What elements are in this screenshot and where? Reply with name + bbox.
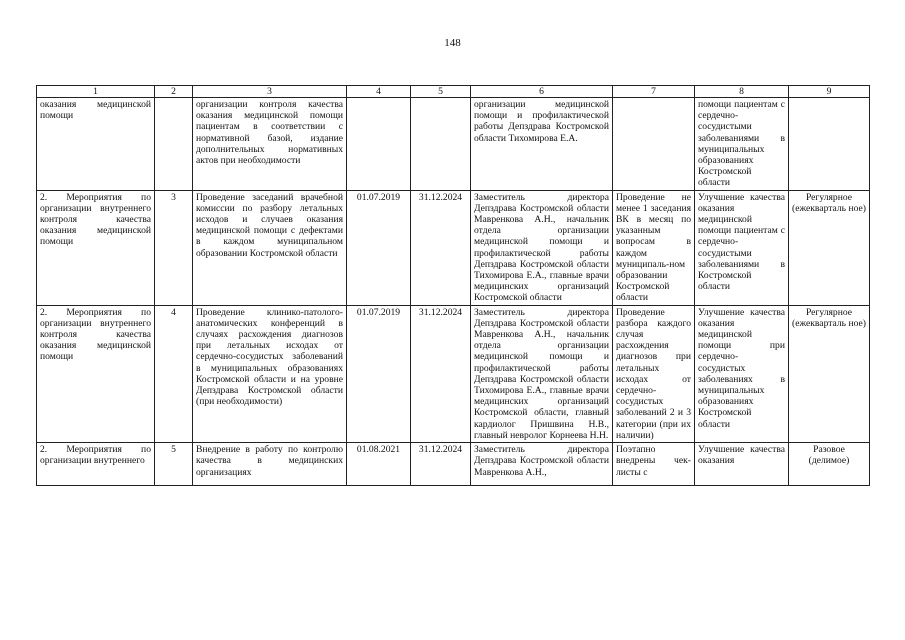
cell-effect: Улучшение качества оказания медицинской помощи пациентам с сердечно-сосудистыми заболеваниями в Костромской области — [695, 190, 789, 305]
cell-description: Проведение заседаний врачебной комиссии по разбору летальных исходов и случаев оказания медицинской помощи с дефектами в каждом муниципальном образовании Костромской области — [193, 190, 347, 305]
cell-activity: оказания медицинской помощи — [37, 98, 155, 191]
cell-regularity: Разовое (делимое) — [789, 443, 870, 486]
cell-effect: помощи пациентам с сердечно-сосудистыми заболеваниями в муниципальных образованиях Костромской области — [695, 98, 789, 191]
cell-effect: Улучшение качества оказания — [695, 443, 789, 486]
column-header: 1 — [37, 86, 155, 98]
cell-regularity: Регулярное (ежекварталь ное) — [789, 305, 870, 442]
cell-activity: 2. Мероприятия по организации внутреннего контроля качества оказания медицинской помощи — [37, 305, 155, 442]
cell-result: Проведение разбора каждого случая расхождения диагнозов при летальных исходах от сердечно-сосудистых заболеваний 2 и 3 категории (при их наличии) — [613, 305, 695, 442]
table-row — [37, 98, 870, 191]
page-number: 148 — [444, 37, 461, 49]
cell-start-date: 01.07.2019 — [347, 190, 411, 305]
cell-regularity — [789, 98, 870, 191]
cell-responsible: Заместитель директора Депздрава Костромской области Мавренкова А.Н., начальник отдела организации медицинской помощи и профилактической работы Депздрава Костромской области Тихомирова Е.А., главные врачи медицинских организаций Костромской области — [471, 190, 613, 305]
cell-activity: 2. Мероприятия по организации внутреннего — [37, 443, 155, 486]
column-header: 2 — [155, 86, 193, 98]
cell-responsible: Заместитель директора Депздрава Костромской области Мавренкова А.Н., — [471, 443, 613, 486]
cell-number — [155, 98, 193, 191]
cell-effect: Улучшение качества оказания медицинской помощи при сердечно-сосудистых заболеваниях в муниципальных образованиях Костромской области — [695, 305, 789, 442]
cell-start-date: 01.07.2019 — [347, 305, 411, 442]
column-header: 8 — [695, 86, 789, 98]
column-header: 4 — [347, 86, 411, 98]
table-row — [37, 190, 870, 305]
column-header: 9 — [789, 86, 870, 98]
column-header: 7 — [613, 86, 695, 98]
cell-description: Проведение клинико-патолого-анатомических конференций в случаях расхождения диагнозов при летальных исходах от сердечно-сосудистых заболеваний в муниципальных образованиях Костромской области и на уровне Депздрава Костромской области (при необходимости) — [193, 305, 347, 442]
cell-end-date: 31.12.2024 — [411, 305, 471, 442]
table-row — [37, 305, 870, 442]
cell-result — [613, 98, 695, 191]
cell-regularity: Регулярное (ежекварталь ное) — [789, 190, 870, 305]
plan-table — [36, 85, 870, 486]
table-row — [37, 443, 870, 486]
column-header: 6 — [471, 86, 613, 98]
header-row — [37, 86, 870, 98]
cell-number: 5 — [155, 443, 193, 486]
cell-end-date — [411, 98, 471, 191]
cell-activity: 2. Мероприятия по организации внутреннего контроля качества оказания медицинской помощи — [37, 190, 155, 305]
cell-result: Поэтапно внедрены чек-листы с — [613, 443, 695, 486]
cell-description: организации контроля качества оказания медицинской помощи пациентам в соответствии с нормативной базой, издание дополнительных нормативных актов при необходимости — [193, 98, 347, 191]
cell-start-date — [347, 98, 411, 191]
cell-responsible: Заместитель директора Депздрава Костромской области Мавренкова А.Н., начальник отдела организации медицинской помощи и профилактической работы Депздрава Костромской области Тихомирова Е.А., главные врачи медицинских организаций Костромской области, главный кардиолог Пришвина Н.В., главный невролог Корнеева Н.Н. — [471, 305, 613, 442]
cell-result: Проведение не менее 1 заседания ВК в месяц по указанным вопросам в каждом муниципаль-ном образовании Костромской области — [613, 190, 695, 305]
cell-end-date: 31.12.2024 — [411, 443, 471, 486]
cell-number: 3 — [155, 190, 193, 305]
cell-description: Внедрение в работу по контролю качества в медицинских организациях — [193, 443, 347, 486]
column-header: 3 — [193, 86, 347, 98]
cell-number: 4 — [155, 305, 193, 442]
cell-end-date: 31.12.2024 — [411, 190, 471, 305]
column-header: 5 — [411, 86, 471, 98]
cell-start-date: 01.08.2021 — [347, 443, 411, 486]
cell-responsible: организации медицинской помощи и профилактической работы Депздрава Костромской области Тихомирова Е.А. — [471, 98, 613, 191]
